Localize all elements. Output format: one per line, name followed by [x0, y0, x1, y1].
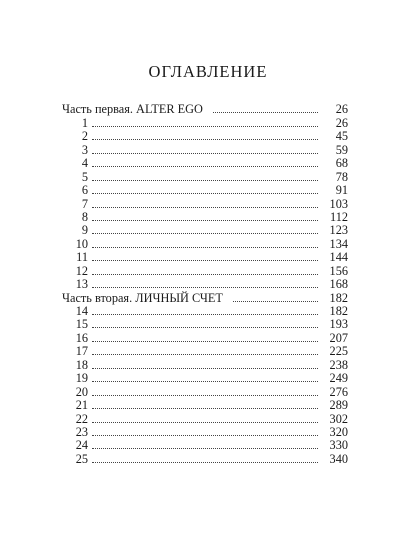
toc-page-number: 26 [335, 115, 348, 130]
dot-leader [92, 314, 318, 315]
toc-chapter-entry [62, 251, 348, 264]
toc-chapter-entry [62, 358, 348, 371]
toc-chapter-entry [62, 385, 348, 398]
toc-page-number: 330 [329, 438, 348, 453]
toc-chapter-entry [62, 345, 348, 358]
toc-page-number: 45 [335, 129, 348, 144]
dot-leader [92, 408, 318, 409]
dot-leader [92, 395, 318, 396]
toc-entry-label: 15 [75, 317, 88, 332]
toc-page-number: 225 [329, 344, 348, 359]
dot-leader [92, 448, 318, 449]
toc-page-number: 207 [329, 330, 348, 345]
toc-page-number: 68 [335, 156, 348, 171]
toc-chapter-entry [62, 439, 348, 452]
toc-entry-label: 4 [81, 156, 88, 171]
toc-entry-label: 18 [75, 357, 88, 372]
dot-leader [92, 368, 318, 369]
dot-leader [92, 341, 318, 342]
dot-leader [92, 462, 318, 463]
toc-entry-label: 14 [75, 304, 88, 318]
toc-entry-label: 22 [75, 411, 88, 426]
toc-page-number: 91 [335, 183, 348, 198]
toc-entry-label: 19 [75, 371, 88, 386]
toc-page-number: 168 [329, 277, 348, 292]
toc-page-number: 302 [329, 411, 348, 426]
dot-leader [92, 153, 318, 154]
dot-leader [92, 126, 318, 127]
toc-page-number: 249 [329, 371, 348, 386]
toc-page-number: 289 [329, 398, 348, 413]
toc-entry-label: 20 [75, 384, 88, 399]
toc-page-number: 340 [329, 451, 348, 466]
toc-entry-label: 24 [75, 438, 88, 453]
toc-chapter-entry [62, 264, 348, 277]
toc-part-entry [62, 103, 348, 116]
toc-chapter-entry [62, 224, 348, 237]
toc-page-number: 26 [335, 102, 348, 117]
toc-entry-label: 5 [81, 169, 88, 184]
toc-entry-label: 25 [75, 451, 88, 466]
toc-chapter-entry [62, 170, 348, 183]
toc-entry-label: 6 [81, 183, 88, 198]
toc-entry-label: 3 [81, 142, 88, 157]
toc-page-number: 123 [329, 223, 348, 238]
toc-page-number: 78 [335, 169, 348, 184]
toc-entry-label: 21 [75, 398, 88, 413]
toc-entry-label: 9 [81, 223, 88, 238]
toc-page-number: 182 [329, 304, 348, 318]
dot-leader [92, 435, 318, 436]
toc-entry-label: 1 [81, 115, 88, 130]
toc-entry-label: 17 [75, 344, 88, 359]
toc-chapter-entry [62, 331, 348, 344]
toc-chapter-entry [62, 278, 348, 291]
toc-chapter-entry [62, 426, 348, 439]
toc-entry-label: 12 [75, 263, 88, 278]
toc-entry-label: 11 [76, 250, 88, 265]
dot-leader [92, 247, 318, 248]
dot-leader [92, 233, 318, 234]
dot-leader [92, 327, 318, 328]
toc-chapter-entry [62, 184, 348, 197]
dot-leader [92, 260, 318, 261]
toc-page-number: 276 [329, 384, 348, 399]
toc-chapter-entry [62, 157, 348, 170]
toc-page-number: 320 [329, 424, 348, 439]
toc-entry-label: 10 [75, 236, 88, 251]
toc-chapter-entry [62, 305, 348, 318]
toc-entry-label: 13 [75, 277, 88, 292]
dot-leader [92, 166, 318, 167]
toc-chapter-entry [62, 452, 348, 465]
toc-chapter-entry [62, 399, 348, 412]
table-of-contents [62, 103, 348, 466]
dot-leader [92, 354, 318, 355]
dot-leader [92, 381, 318, 382]
toc-chapter-entry [62, 318, 348, 331]
toc-chapter-entry [62, 116, 348, 129]
toc-page-number: 59 [335, 142, 348, 157]
dot-leader [213, 112, 318, 113]
toc-page-number: 134 [329, 236, 348, 251]
toc-page-number: 182 [329, 290, 348, 305]
toc-page-number: 238 [329, 357, 348, 372]
toc-entry-label: 2 [81, 129, 88, 144]
toc-chapter-entry [62, 130, 348, 143]
toc-part-entry [62, 291, 348, 304]
toc-chapter-entry [62, 143, 348, 156]
toc-page-number: 103 [329, 196, 348, 211]
dot-leader [233, 301, 318, 302]
page-title: ОГЛАВЛЕНИЕ [148, 62, 268, 81]
dot-leader [92, 220, 318, 221]
toc-entry-label: 7 [81, 196, 88, 211]
toc-chapter-entry [62, 211, 348, 224]
dot-leader [92, 287, 318, 288]
toc-entry-label: 16 [75, 330, 88, 345]
dot-leader [92, 180, 318, 181]
dot-leader [92, 193, 318, 194]
toc-page-number: 193 [329, 317, 348, 332]
toc-page-number: 144 [329, 250, 348, 265]
toc-chapter-entry [62, 372, 348, 385]
dot-leader [92, 274, 318, 275]
toc-entry-label: 8 [81, 209, 88, 224]
toc-entry-label: 23 [75, 424, 88, 439]
toc-entry-label: Часть вторая. ЛИЧНЫЙ СЧЕТ [62, 290, 223, 305]
toc-page-number: 156 [329, 263, 348, 278]
toc-chapter-entry [62, 197, 348, 210]
toc-chapter-entry [62, 412, 348, 425]
toc-page-number: 112 [330, 209, 348, 224]
toc-entry-label: Часть первая. ALTER EGO [62, 102, 203, 117]
toc-chapter-entry [62, 237, 348, 250]
dot-leader [92, 139, 318, 140]
dot-leader [92, 207, 318, 208]
dot-leader [92, 422, 318, 423]
